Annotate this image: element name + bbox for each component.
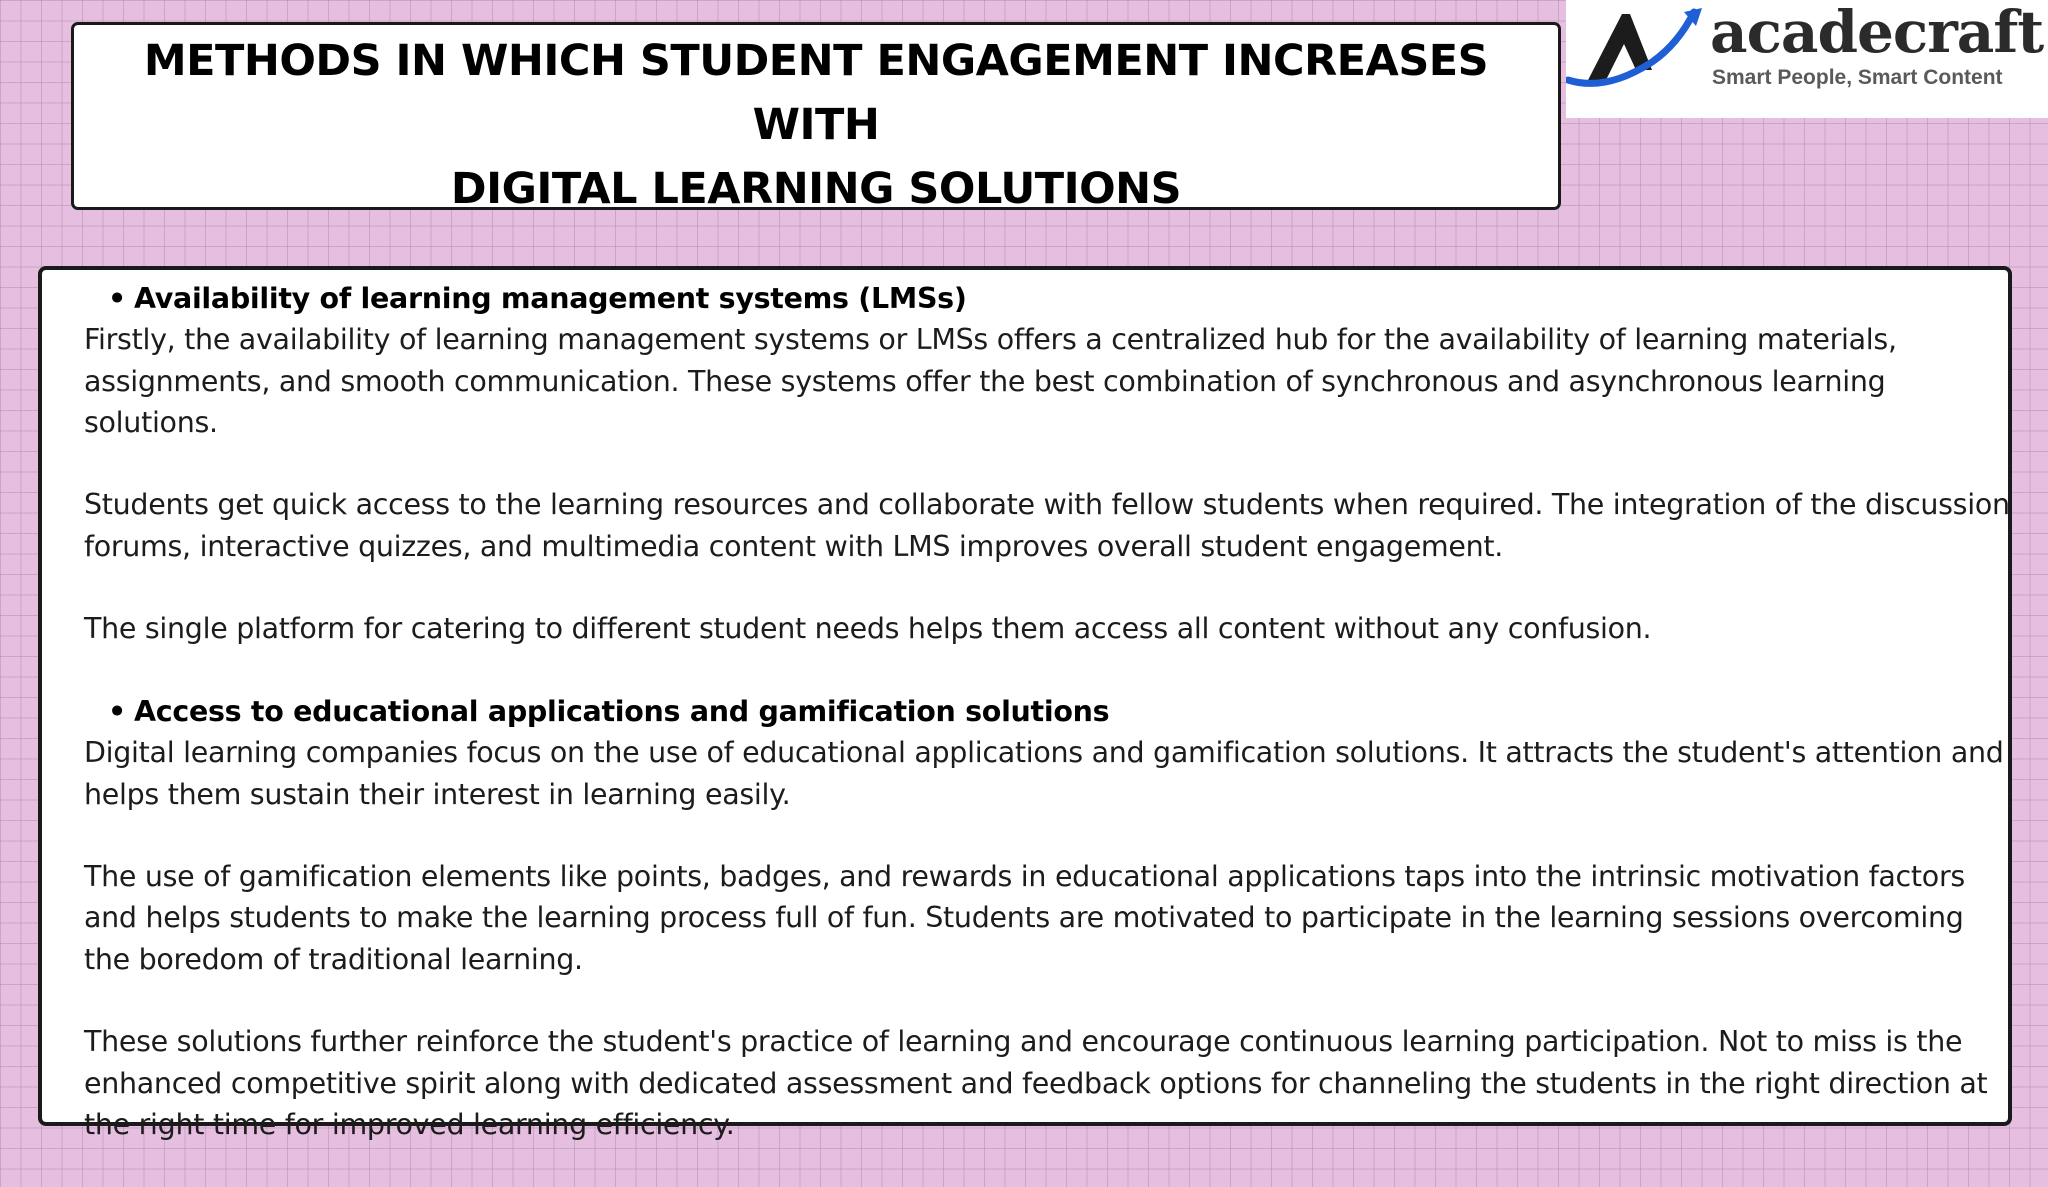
title-line-2: DIGITAL LEARNING SOLUTIONS	[450, 164, 1182, 214]
paragraph: The single platform for catering to different student needs helps them access all content without any confusion.	[84, 612, 1652, 646]
section-heading-gamification	[84, 691, 2014, 732]
logo-name: acadecraft	[1710, 0, 2044, 66]
paragraph: Students get quick access to the learning resources and collaborate with fellow students when required. The integration of the discussion forums, interactive quizzes, and multimedia content with LMS improves overall student engagement.	[84, 488, 2010, 563]
section-heading-lms	[84, 278, 2014, 319]
paragraph: These solutions further reinforce the student's practice of learning and encourage continuous learning participation. Not to miss is the enhanced competitive spirit along with dedicated assessment and feedback options for channeling the students in the right direction at the right time for improved learning efficiency.	[84, 1025, 1988, 1141]
paragraph: Firstly, the availability of learning management systems or LMSs offers a centralized hub for the availability of learning materials, assignments, and smooth communication. These systems offer the best combination of synchronous and asynchronous learning solutions.	[84, 323, 1897, 439]
bullet-icon: •	[108, 694, 126, 728]
acadecraft-logo-icon	[1566, 0, 1706, 90]
paragraph: The use of gamification elements like points, badges, and rewards in educational applications taps into the intrinsic motivation factors and helps students to make the learning process full of fun. Students are motivated to participate in the learning sessions overcoming the boredom of traditional learning.	[84, 860, 1965, 976]
logo	[1566, 0, 2048, 118]
page-title	[74, 25, 1558, 221]
content-box	[38, 266, 2012, 1141]
paragraph: Digital learning companies focus on the use of educational applications and gamification solutions. It attracts the student's attention and helps them sustain their interest in learning easily.	[84, 736, 2004, 811]
section-heading-label: Access to educational applications and gamification solutions	[134, 694, 1110, 728]
title-line-1: METHODS IN WHICH STUDENT ENGAGEMENT INCREASES WITH	[143, 36, 1489, 150]
title-box	[71, 22, 1561, 214]
content-text	[84, 278, 2014, 1187]
logo-tagline: Smart People, Smart Content	[1712, 66, 2003, 89]
bullet-icon: •	[108, 282, 126, 315]
section-heading-label: Availability of learning management systems (LMSs)	[134, 282, 967, 315]
